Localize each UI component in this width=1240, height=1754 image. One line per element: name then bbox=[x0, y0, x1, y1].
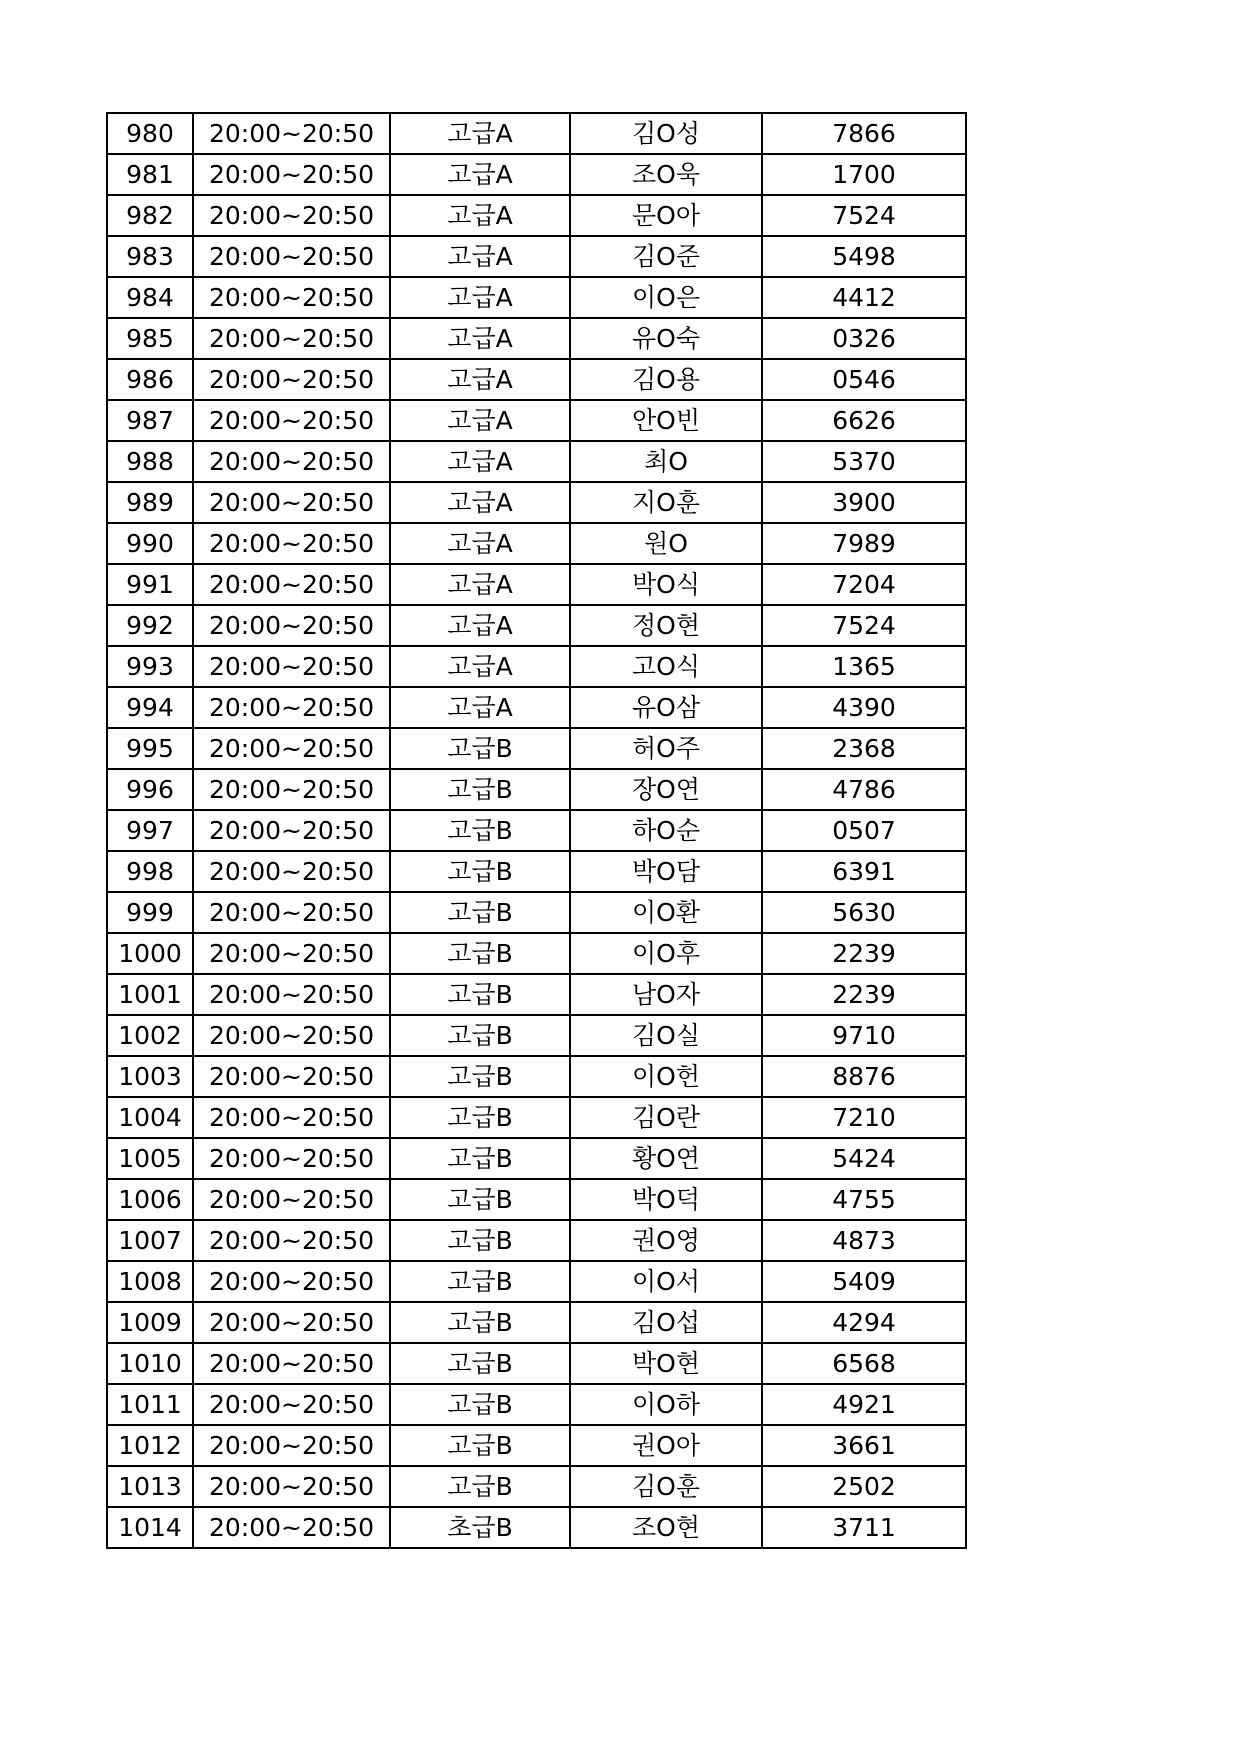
row-number-cell: 986 bbox=[107, 359, 193, 400]
table-row bbox=[107, 728, 966, 769]
time-slot-cell: 20:00~20:50 bbox=[193, 769, 390, 810]
row-number-cell: 983 bbox=[107, 236, 193, 277]
masked-name-cell: 권O영 bbox=[570, 1220, 762, 1261]
table-row bbox=[107, 974, 966, 1015]
class-level-cell: 고급A bbox=[390, 154, 570, 195]
masked-name-cell: 김O훈 bbox=[570, 1466, 762, 1507]
table-row bbox=[107, 1302, 966, 1343]
time-slot-cell: 20:00~20:50 bbox=[193, 1302, 390, 1343]
phone-suffix-cell: 6626 bbox=[762, 400, 966, 441]
phone-suffix-cell: 2239 bbox=[762, 933, 966, 974]
phone-suffix-cell: 3711 bbox=[762, 1507, 966, 1548]
table-row bbox=[107, 769, 966, 810]
phone-suffix-cell: 3900 bbox=[762, 482, 966, 523]
table-row bbox=[107, 195, 966, 236]
masked-name-cell: 지O훈 bbox=[570, 482, 762, 523]
class-level-cell: 고급A bbox=[390, 359, 570, 400]
phone-suffix-cell: 6391 bbox=[762, 851, 966, 892]
table-row bbox=[107, 646, 966, 687]
masked-name-cell: 박O현 bbox=[570, 1343, 762, 1384]
row-number-cell: 1001 bbox=[107, 974, 193, 1015]
table-row bbox=[107, 810, 966, 851]
masked-name-cell: 김O란 bbox=[570, 1097, 762, 1138]
class-level-cell: 고급B bbox=[390, 1097, 570, 1138]
phone-suffix-cell: 4755 bbox=[762, 1179, 966, 1220]
phone-suffix-cell: 4390 bbox=[762, 687, 966, 728]
phone-suffix-cell: 2502 bbox=[762, 1466, 966, 1507]
phone-suffix-cell: 2368 bbox=[762, 728, 966, 769]
time-slot-cell: 20:00~20:50 bbox=[193, 1056, 390, 1097]
time-slot-cell: 20:00~20:50 bbox=[193, 113, 390, 154]
masked-name-cell: 조O현 bbox=[570, 1507, 762, 1548]
time-slot-cell: 20:00~20:50 bbox=[193, 359, 390, 400]
phone-suffix-cell: 5630 bbox=[762, 892, 966, 933]
class-level-cell: 고급B bbox=[390, 892, 570, 933]
row-number-cell: 1002 bbox=[107, 1015, 193, 1056]
time-slot-cell: 20:00~20:50 bbox=[193, 646, 390, 687]
row-number-cell: 998 bbox=[107, 851, 193, 892]
registration-table bbox=[106, 112, 967, 1549]
class-level-cell: 고급B bbox=[390, 1179, 570, 1220]
table-row bbox=[107, 1015, 966, 1056]
time-slot-cell: 20:00~20:50 bbox=[193, 1425, 390, 1466]
masked-name-cell: 이O은 bbox=[570, 277, 762, 318]
phone-suffix-cell: 5498 bbox=[762, 236, 966, 277]
table-row bbox=[107, 1179, 966, 1220]
table-row bbox=[107, 933, 966, 974]
time-slot-cell: 20:00~20:50 bbox=[193, 277, 390, 318]
time-slot-cell: 20:00~20:50 bbox=[193, 1466, 390, 1507]
time-slot-cell: 20:00~20:50 bbox=[193, 1261, 390, 1302]
row-number-cell: 1000 bbox=[107, 933, 193, 974]
class-level-cell: 고급B bbox=[390, 1343, 570, 1384]
phone-suffix-cell: 3661 bbox=[762, 1425, 966, 1466]
row-number-cell: 1007 bbox=[107, 1220, 193, 1261]
row-number-cell: 980 bbox=[107, 113, 193, 154]
table-row bbox=[107, 1261, 966, 1302]
masked-name-cell: 정O현 bbox=[570, 605, 762, 646]
row-number-cell: 993 bbox=[107, 646, 193, 687]
masked-name-cell: 김O준 bbox=[570, 236, 762, 277]
row-number-cell: 999 bbox=[107, 892, 193, 933]
time-slot-cell: 20:00~20:50 bbox=[193, 1179, 390, 1220]
phone-suffix-cell: 7210 bbox=[762, 1097, 966, 1138]
time-slot-cell: 20:00~20:50 bbox=[193, 687, 390, 728]
row-number-cell: 984 bbox=[107, 277, 193, 318]
phone-suffix-cell: 1365 bbox=[762, 646, 966, 687]
phone-suffix-cell: 2239 bbox=[762, 974, 966, 1015]
row-number-cell: 1006 bbox=[107, 1179, 193, 1220]
time-slot-cell: 20:00~20:50 bbox=[193, 523, 390, 564]
table-row bbox=[107, 113, 966, 154]
masked-name-cell: 최O bbox=[570, 441, 762, 482]
row-number-cell: 996 bbox=[107, 769, 193, 810]
masked-name-cell: 안O빈 bbox=[570, 400, 762, 441]
class-level-cell: 고급B bbox=[390, 1261, 570, 1302]
row-number-cell: 1005 bbox=[107, 1138, 193, 1179]
table-row bbox=[107, 1507, 966, 1548]
class-level-cell: 고급A bbox=[390, 646, 570, 687]
masked-name-cell: 고O식 bbox=[570, 646, 762, 687]
table-row bbox=[107, 1056, 966, 1097]
time-slot-cell: 20:00~20:50 bbox=[193, 1015, 390, 1056]
class-level-cell: 고급B bbox=[390, 728, 570, 769]
table-row bbox=[107, 1220, 966, 1261]
time-slot-cell: 20:00~20:50 bbox=[193, 195, 390, 236]
masked-name-cell: 박O덕 bbox=[570, 1179, 762, 1220]
time-slot-cell: 20:00~20:50 bbox=[193, 605, 390, 646]
masked-name-cell: 남O자 bbox=[570, 974, 762, 1015]
row-number-cell: 992 bbox=[107, 605, 193, 646]
phone-suffix-cell: 9710 bbox=[762, 1015, 966, 1056]
phone-suffix-cell: 4294 bbox=[762, 1302, 966, 1343]
time-slot-cell: 20:00~20:50 bbox=[193, 851, 390, 892]
table-row bbox=[107, 1425, 966, 1466]
table-row bbox=[107, 441, 966, 482]
row-number-cell: 990 bbox=[107, 523, 193, 564]
table-body bbox=[107, 113, 966, 1548]
table-row bbox=[107, 892, 966, 933]
table-row bbox=[107, 1138, 966, 1179]
time-slot-cell: 20:00~20:50 bbox=[193, 892, 390, 933]
class-level-cell: 고급B bbox=[390, 933, 570, 974]
table-row bbox=[107, 236, 966, 277]
row-number-cell: 981 bbox=[107, 154, 193, 195]
class-level-cell: 고급B bbox=[390, 810, 570, 851]
class-level-cell: 고급A bbox=[390, 687, 570, 728]
phone-suffix-cell: 4921 bbox=[762, 1384, 966, 1425]
class-level-cell: 고급B bbox=[390, 769, 570, 810]
table-row bbox=[107, 564, 966, 605]
class-level-cell: 고급B bbox=[390, 1302, 570, 1343]
time-slot-cell: 20:00~20:50 bbox=[193, 1097, 390, 1138]
masked-name-cell: 이O후 bbox=[570, 933, 762, 974]
time-slot-cell: 20:00~20:50 bbox=[193, 236, 390, 277]
phone-suffix-cell: 7524 bbox=[762, 195, 966, 236]
class-level-cell: 고급A bbox=[390, 277, 570, 318]
table-row bbox=[107, 605, 966, 646]
phone-suffix-cell: 4786 bbox=[762, 769, 966, 810]
class-level-cell: 고급A bbox=[390, 400, 570, 441]
table-row bbox=[107, 277, 966, 318]
row-number-cell: 1010 bbox=[107, 1343, 193, 1384]
table-row bbox=[107, 482, 966, 523]
class-level-cell: 고급B bbox=[390, 1015, 570, 1056]
row-number-cell: 982 bbox=[107, 195, 193, 236]
row-number-cell: 1013 bbox=[107, 1466, 193, 1507]
row-number-cell: 991 bbox=[107, 564, 193, 605]
row-number-cell: 994 bbox=[107, 687, 193, 728]
phone-suffix-cell: 8876 bbox=[762, 1056, 966, 1097]
row-number-cell: 985 bbox=[107, 318, 193, 359]
masked-name-cell: 이O하 bbox=[570, 1384, 762, 1425]
class-level-cell: 고급B bbox=[390, 1466, 570, 1507]
time-slot-cell: 20:00~20:50 bbox=[193, 154, 390, 195]
class-level-cell: 고급A bbox=[390, 195, 570, 236]
phone-suffix-cell: 7866 bbox=[762, 113, 966, 154]
row-number-cell: 997 bbox=[107, 810, 193, 851]
class-level-cell: 고급B bbox=[390, 1384, 570, 1425]
class-level-cell: 고급B bbox=[390, 1138, 570, 1179]
time-slot-cell: 20:00~20:50 bbox=[193, 1138, 390, 1179]
class-level-cell: 고급A bbox=[390, 113, 570, 154]
masked-name-cell: 유O삼 bbox=[570, 687, 762, 728]
time-slot-cell: 20:00~20:50 bbox=[193, 1507, 390, 1548]
masked-name-cell: 박O식 bbox=[570, 564, 762, 605]
class-level-cell: 고급B bbox=[390, 1425, 570, 1466]
time-slot-cell: 20:00~20:50 bbox=[193, 1220, 390, 1261]
phone-suffix-cell: 7204 bbox=[762, 564, 966, 605]
phone-suffix-cell: 1700 bbox=[762, 154, 966, 195]
masked-name-cell: 하O순 bbox=[570, 810, 762, 851]
masked-name-cell: 김O용 bbox=[570, 359, 762, 400]
table-row bbox=[107, 1466, 966, 1507]
row-number-cell: 1011 bbox=[107, 1384, 193, 1425]
row-number-cell: 1009 bbox=[107, 1302, 193, 1343]
masked-name-cell: 김O성 bbox=[570, 113, 762, 154]
table-row bbox=[107, 1343, 966, 1384]
masked-name-cell: 권O아 bbox=[570, 1425, 762, 1466]
class-level-cell: 고급A bbox=[390, 318, 570, 359]
masked-name-cell: 유O숙 bbox=[570, 318, 762, 359]
phone-suffix-cell: 5424 bbox=[762, 1138, 966, 1179]
table-row bbox=[107, 851, 966, 892]
class-level-cell: 고급B bbox=[390, 974, 570, 1015]
time-slot-cell: 20:00~20:50 bbox=[193, 1384, 390, 1425]
masked-name-cell: 이O헌 bbox=[570, 1056, 762, 1097]
table-row bbox=[107, 523, 966, 564]
table-row bbox=[107, 400, 966, 441]
masked-name-cell: 장O연 bbox=[570, 769, 762, 810]
class-level-cell: 고급A bbox=[390, 523, 570, 564]
class-level-cell: 고급B bbox=[390, 1220, 570, 1261]
phone-suffix-cell: 0546 bbox=[762, 359, 966, 400]
class-level-cell: 고급A bbox=[390, 441, 570, 482]
table-row bbox=[107, 687, 966, 728]
time-slot-cell: 20:00~20:50 bbox=[193, 933, 390, 974]
masked-name-cell: 원O bbox=[570, 523, 762, 564]
phone-suffix-cell: 7989 bbox=[762, 523, 966, 564]
time-slot-cell: 20:00~20:50 bbox=[193, 441, 390, 482]
class-level-cell: 고급B bbox=[390, 1056, 570, 1097]
time-slot-cell: 20:00~20:50 bbox=[193, 318, 390, 359]
phone-suffix-cell: 4873 bbox=[762, 1220, 966, 1261]
row-number-cell: 989 bbox=[107, 482, 193, 523]
row-number-cell: 1012 bbox=[107, 1425, 193, 1466]
masked-name-cell: 조O욱 bbox=[570, 154, 762, 195]
table-row bbox=[107, 1097, 966, 1138]
phone-suffix-cell: 5370 bbox=[762, 441, 966, 482]
time-slot-cell: 20:00~20:50 bbox=[193, 400, 390, 441]
class-level-cell: 고급B bbox=[390, 851, 570, 892]
phone-suffix-cell: 6568 bbox=[762, 1343, 966, 1384]
table-row bbox=[107, 1384, 966, 1425]
masked-name-cell: 이O환 bbox=[570, 892, 762, 933]
row-number-cell: 1014 bbox=[107, 1507, 193, 1548]
masked-name-cell: 허O주 bbox=[570, 728, 762, 769]
masked-name-cell: 김O섭 bbox=[570, 1302, 762, 1343]
masked-name-cell: 황O연 bbox=[570, 1138, 762, 1179]
phone-suffix-cell: 0326 bbox=[762, 318, 966, 359]
class-level-cell: 초급B bbox=[390, 1507, 570, 1548]
document-page bbox=[106, 112, 967, 1549]
masked-name-cell: 문O아 bbox=[570, 195, 762, 236]
table-row bbox=[107, 359, 966, 400]
time-slot-cell: 20:00~20:50 bbox=[193, 974, 390, 1015]
time-slot-cell: 20:00~20:50 bbox=[193, 564, 390, 605]
phone-suffix-cell: 0507 bbox=[762, 810, 966, 851]
phone-suffix-cell: 5409 bbox=[762, 1261, 966, 1302]
masked-name-cell: 이O서 bbox=[570, 1261, 762, 1302]
time-slot-cell: 20:00~20:50 bbox=[193, 1343, 390, 1384]
phone-suffix-cell: 7524 bbox=[762, 605, 966, 646]
row-number-cell: 1008 bbox=[107, 1261, 193, 1302]
time-slot-cell: 20:00~20:50 bbox=[193, 810, 390, 851]
class-level-cell: 고급A bbox=[390, 482, 570, 523]
row-number-cell: 1003 bbox=[107, 1056, 193, 1097]
class-level-cell: 고급A bbox=[390, 236, 570, 277]
masked-name-cell: 김O실 bbox=[570, 1015, 762, 1056]
row-number-cell: 988 bbox=[107, 441, 193, 482]
time-slot-cell: 20:00~20:50 bbox=[193, 482, 390, 523]
class-level-cell: 고급A bbox=[390, 605, 570, 646]
row-number-cell: 995 bbox=[107, 728, 193, 769]
table-row bbox=[107, 154, 966, 195]
row-number-cell: 1004 bbox=[107, 1097, 193, 1138]
phone-suffix-cell: 4412 bbox=[762, 277, 966, 318]
row-number-cell: 987 bbox=[107, 400, 193, 441]
table-row bbox=[107, 318, 966, 359]
class-level-cell: 고급A bbox=[390, 564, 570, 605]
masked-name-cell: 박O담 bbox=[570, 851, 762, 892]
time-slot-cell: 20:00~20:50 bbox=[193, 728, 390, 769]
